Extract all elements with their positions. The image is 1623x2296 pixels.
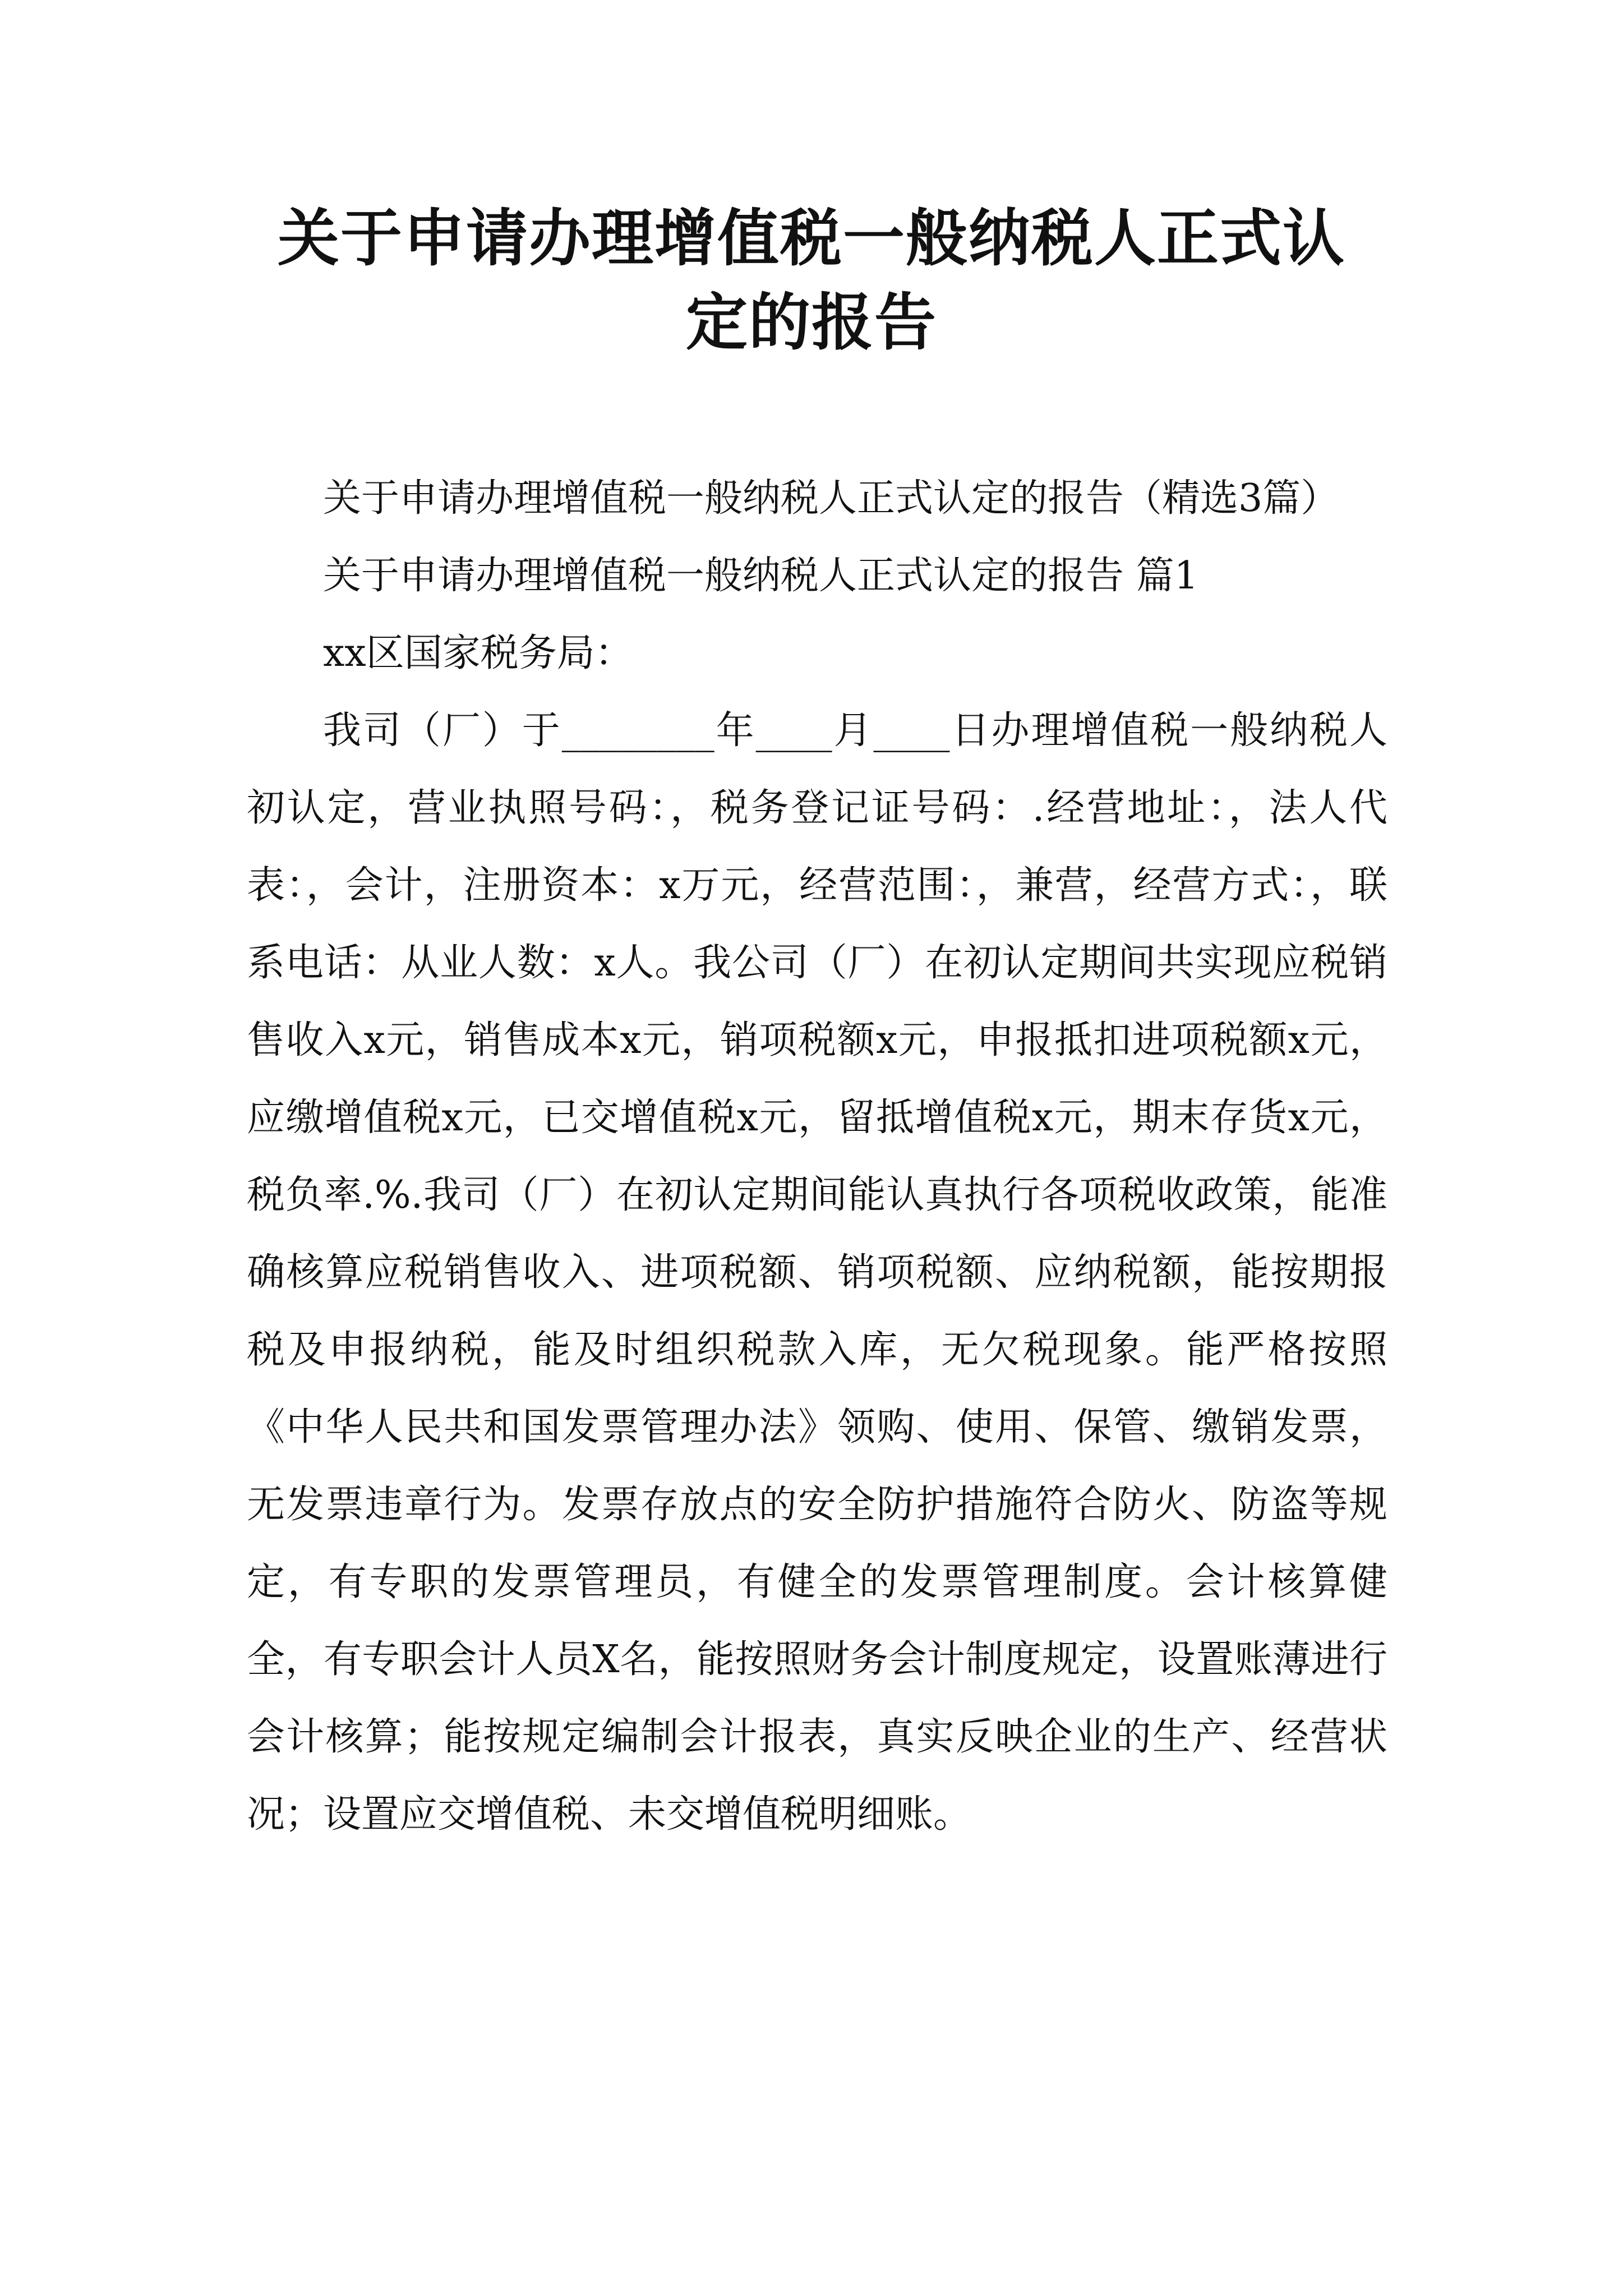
- section-heading: 关于申请办理增值税一般纳税人正式认定的报告 篇1: [323, 554, 1198, 598]
- addressee: xx区国家税务局：: [323, 631, 633, 675]
- document-body: [247, 460, 1387, 1853]
- intro-paragraph: 关于申请办理增值税一般纳税人正式认定的报告（精选3篇）: [323, 476, 1339, 521]
- document-title: 关于申请办理增值税一般纳税人正式认定的报告: [278, 203, 1345, 358]
- body-paragraph: 我司（厂）于________年____月____日办理增值税一般纳税人初认定，营业执照号码：，税务登记证号码：.经营地址：，法人代表：，会计，注册资本：x万元，经营范围：，兼营，经营方式：，联系电话：从业人数：x人。我公司（厂）在初认定期间共实现应税销售收入x元，销售成本x元，销项税额x元，申报抵扣进项税额x元，应缴增值税x元，已交增值税x元，留抵增值税x元，期末存货x元，税负率.%.我司（厂）在初认定期间能认真执行各项税收政策，能准确核算应税销售收入、进项税额、销项税额、应纳税额，能按期报税及申报纳税，能及时组织税款入库，无欠税现象。能严格按照《中华人民共和国发票管理办法》领购、使用、保管、缴销发票，无发票违章行为。发票存放点的安全防护措施符合防火、防盗等规定，有专职的发票管理员，有健全的发票管理制度。会计核算健全，有专职会计人员X名，能按照财务会计制度规定，设置账薄进行会计核算；能按规定编制会计报表，真实反映企业的生产、经营状况；设置应交增值税、未交增值税明细账。: [247, 708, 1387, 1837]
